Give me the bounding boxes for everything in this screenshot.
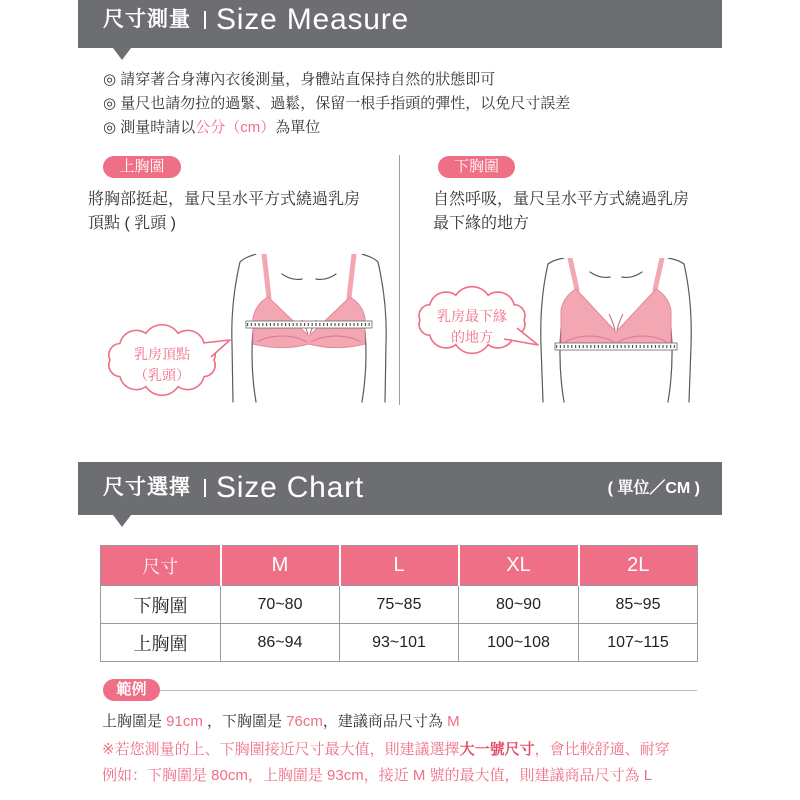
bubble-line1: 乳房最下緣 (437, 308, 507, 324)
table-cell: 85~95 (579, 586, 698, 624)
instruction-unit-highlight: 公分（cm） (195, 119, 276, 136)
under-bust-bubble-text (412, 306, 532, 348)
instruction-unit-after: 為單位 (275, 119, 321, 136)
upper-bust-description (88, 188, 388, 236)
table-cell: 80~90 (459, 586, 579, 624)
note-before: ※若您測量的上、下胸圍接近尺寸最大值，則建議選擇 (102, 741, 460, 758)
table-cell: 93~101 (340, 624, 459, 662)
example-rule (160, 690, 697, 691)
under-bust-figure (538, 258, 698, 404)
left-strap (264, 254, 269, 298)
right-collarbone (622, 272, 642, 277)
left-strap (570, 258, 577, 290)
sizing-example-note: 例如：下胸圍是 80cm，上胸圍是 93cm，接近 M 號的最大值，則建議商品尺寸為 L (102, 767, 653, 784)
header-m: M (221, 546, 340, 586)
left-shoulder (240, 254, 256, 262)
under-bust-description (433, 188, 733, 236)
example-size: M (447, 713, 460, 730)
right-strap (655, 258, 662, 290)
instruction-wear: ◎ 請穿著合身薄內衣後測量，身體站直保持自然的狀態即可 (103, 71, 496, 88)
under-bust-desc-line2: 最下緣的地方 (433, 215, 530, 232)
right-arm-outline (684, 264, 691, 402)
header-size: 尺寸 (101, 546, 221, 586)
example-upper-value: 91cm (166, 713, 203, 730)
title-divider (204, 479, 206, 497)
right-arm-outline (378, 262, 386, 402)
table-cell: 70~80 (221, 586, 340, 624)
table-header-row (101, 546, 698, 586)
example-suffix: ，建議商品尺寸為 (322, 713, 448, 730)
header-xl: XL (459, 546, 579, 586)
table-cell: 86~94 (221, 624, 340, 662)
under-bust-label: 下胸圍 (438, 156, 515, 178)
table-cell: 100~108 (459, 624, 579, 662)
example-label: 範例 (103, 679, 160, 701)
table-cell: 75~85 (340, 586, 459, 624)
example-under-value: 76cm (286, 713, 323, 730)
upper-bust-label: 上胸圍 (103, 156, 181, 178)
left-collarbone (590, 272, 610, 277)
note-after: ，會比較舒適、耐穿 (534, 741, 670, 758)
left-shoulder (548, 258, 564, 264)
size-measure-title-zh: 尺寸測量 (103, 8, 191, 31)
example-recommendation (102, 712, 712, 732)
row-label: 下胸圍 (101, 586, 221, 624)
under-bust-desc-line1: 自然呼吸，量尺呈水平方式繞過乳房 (433, 191, 690, 208)
bubble-line1: 乳房頂點 (134, 346, 190, 362)
header-l: L (340, 546, 459, 586)
header-pointer (113, 515, 131, 527)
size-chart-table (100, 545, 698, 662)
title-divider (204, 11, 206, 29)
size-chart-header (78, 462, 722, 515)
upper-bust-desc-line1: 將胸部挺起，量尺呈水平方式繞過乳房 (88, 191, 361, 208)
right-strap (349, 254, 354, 298)
size-chart-title-zh: 尺寸選擇 (103, 476, 191, 499)
size-chart-title-en: Size Chart (216, 471, 365, 504)
bubble-line2: （乳頭） (134, 367, 190, 383)
example-prefix: 上胸圍是 (102, 713, 167, 730)
size-measure-title-en: Size Measure (216, 3, 410, 36)
header-pointer (113, 48, 131, 60)
row-label: 上胸圍 (101, 624, 221, 662)
unit-label: ( 單位／CM ) (607, 480, 700, 497)
bubble-line2: 的地方 (451, 329, 493, 345)
table-row (101, 586, 698, 624)
right-shoulder (362, 254, 378, 262)
upper-bust-figure (226, 254, 394, 404)
sizing-note (102, 740, 712, 760)
example-middle: ，下胸圍是 (202, 713, 287, 730)
left-collarbone (282, 274, 302, 279)
right-collarbone (316, 274, 336, 279)
table-cell: 107~115 (579, 624, 698, 662)
right-shoulder (668, 258, 684, 264)
bra-shape (561, 289, 671, 348)
header-2l: 2L (579, 546, 698, 586)
instruction-tension: ◎ 量尺也請勿拉的過緊、過鬆，保留一根手指頭的彈性，以免尺寸誤差 (103, 95, 571, 112)
measure-instructions (103, 68, 743, 140)
note-emphasis: 大一號尺寸 (459, 741, 535, 758)
table-row (101, 624, 698, 662)
size-measure-header (78, 0, 722, 48)
upper-bust-bubble-text (102, 344, 222, 386)
instruction-unit (103, 116, 743, 140)
instruction-unit-before: ◎ 測量時請以 (103, 119, 196, 136)
upper-bust-desc-line2: 頂點 ( 乳頭 ) (88, 215, 176, 232)
column-divider (399, 155, 400, 405)
